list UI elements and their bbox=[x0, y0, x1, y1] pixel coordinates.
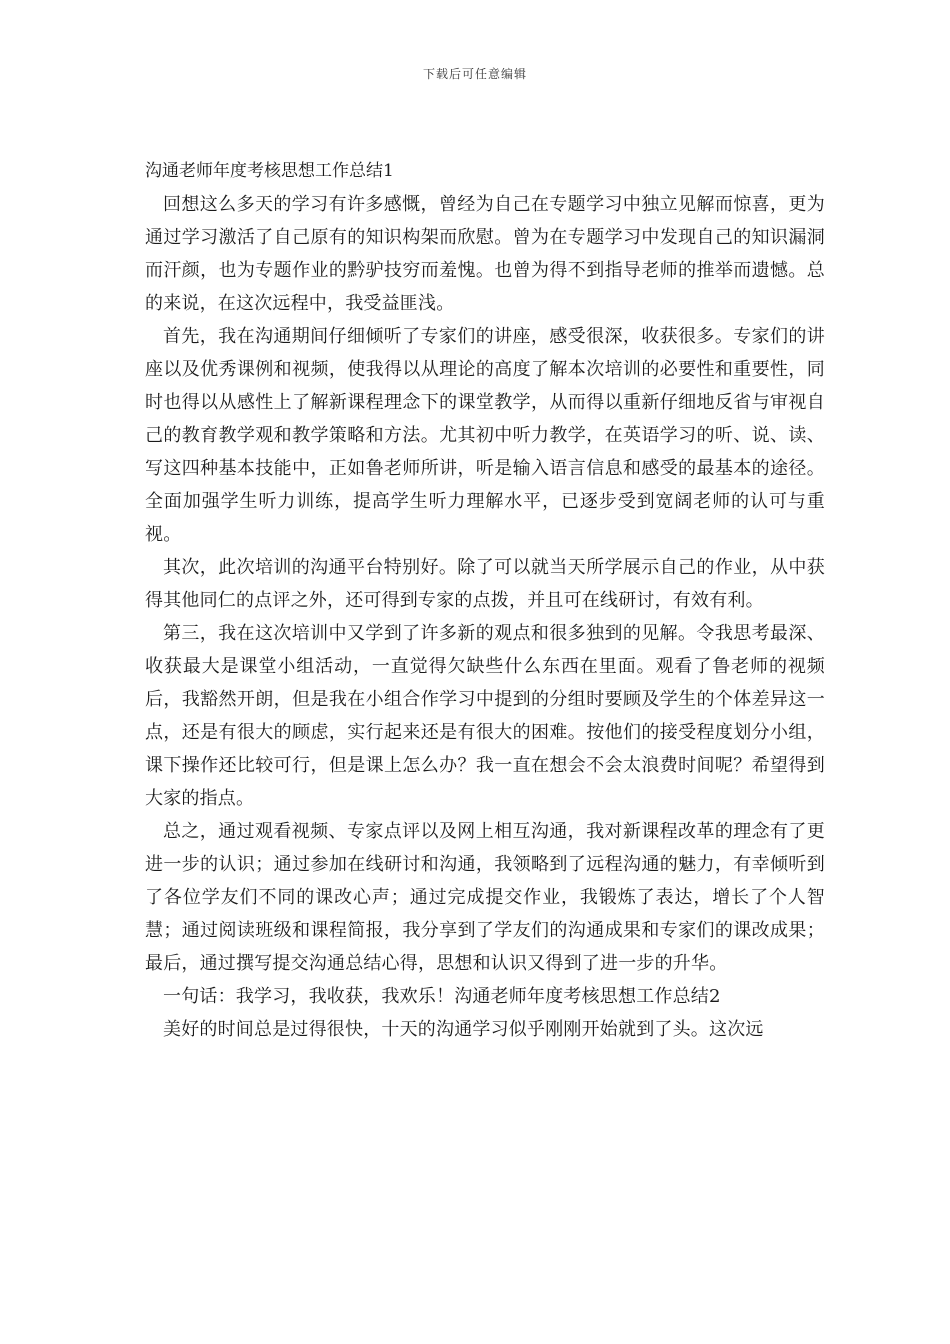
paragraph: 第三，我在这次培训中又学到了许多新的观点和很多独到的见解。令我思考最深、收获最大是课堂小组活动，一直觉得欠缺些什么东西在里面。观看了鲁老师的视频后，我豁然开朗，但是我在小组合作学习中提到的分组时要顾及学生的个体差异这一点，还是有很大的顾虑，实行起来还是有很大的困难。按他们的接受程度划分小组，课下操作还比较可行，但是课上怎么办？我一直在想会不会太浪费时间呢？希望得到大家的指点。 bbox=[145, 623, 825, 809]
paragraph: 总之，通过观看视频、专家点评以及网上相互沟通，我对新课程改革的理念有了更进一步的认识；通过参加在线研讨和沟通，我领略到了远程沟通的魅力，有幸倾听到了各位学友们不同的课改心声；通过完成提交作业，我锻炼了表达，增长了个人智慧；通过阅读班级和课程简报，我分享到了学友们的沟通成果和专家们的课改成果；最后，通过撰写提交沟通总结心得，思想和认识又得到了进一步的升华。 bbox=[145, 821, 825, 974]
document-title: 沟通老师年度考核思想工作总结1 bbox=[145, 161, 394, 181]
paragraph: 一句话：我学习，我收获，我欢乐！沟通老师年度考核思想工作总结2 bbox=[163, 986, 721, 1007]
paragraph: 首先，我在沟通期间仔细倾听了专家们的讲座，感受很深，收获很多。专家们的讲座以及优秀课例和视频，使我得以从理论的高度了解本次培训的必要性和重要性，同时也得以从感性上了解新课程理念下的课堂教学，从而得以重新仔细地反省与审视自己的教育教学观和教学策略和方法。尤其初中听力教学，在英语学习的听、说、读、写这四种基本技能中，正如鲁老师所讲，听是输入语言信息和感受的最基本的途径。全面加强学生听力训练，提高学生听力理解水平，已逐步受到宽阔老师的认可与重视。 bbox=[145, 326, 825, 545]
paragraph: 美好的时间总是过得很快，十天的沟通学习似乎刚刚开始就到了头。这次远 bbox=[163, 1019, 764, 1040]
header-note: 下载后可任意编辑 bbox=[422, 67, 527, 81]
paragraph: 其次，此次培训的沟通平台特别好。除了可以就当天所学展示自己的作业，从中获得其他同仁的点评之外，还可得到专家的点拨，并且可在线研讨，有效有利。 bbox=[145, 557, 825, 611]
document-body bbox=[145, 155, 825, 1046]
paragraph: 回想这么多天的学习有许多感慨，曾经为自己在专题学习中独立见解而惊喜，更为通过学习激活了自己原有的知识构架而欣慰。曾为在专题学习中发现自己的知识漏洞而汗颜，也为专题作业的黔驴技穷而羞愧。也曾为得不到指导老师的推举而遗憾。总的来说，在这次远程中，我受益匪浅。 bbox=[145, 194, 825, 314]
